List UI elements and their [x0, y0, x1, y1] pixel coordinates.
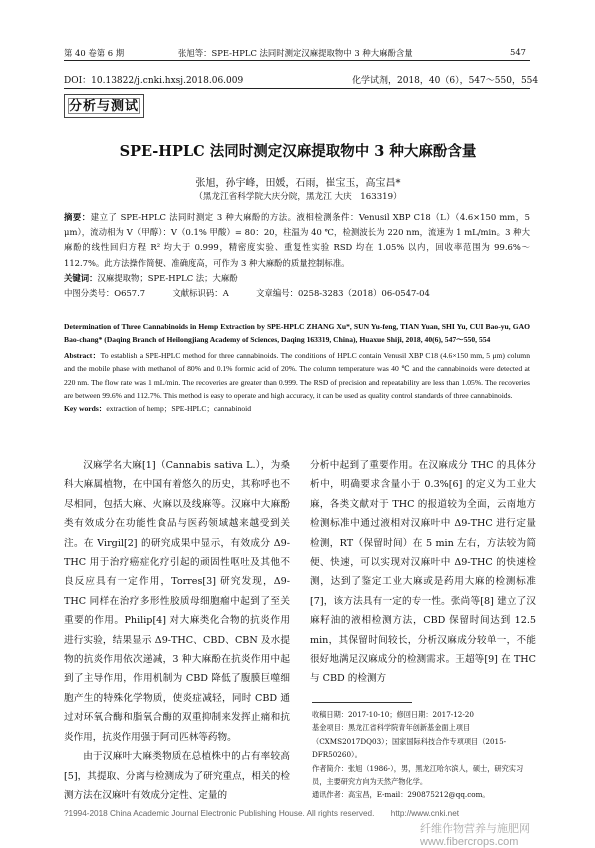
clc-value: O657.7	[114, 288, 146, 299]
watermark: 纤维作物营养与施肥网 www.fibercrops.com	[420, 823, 530, 848]
article-value: 0258-3283（2018）06-0547-04	[297, 288, 430, 299]
abstract-en	[64, 320, 530, 416]
abstract-en-label: Abstract：	[64, 350, 101, 360]
running-title: 张旭等：SPE-HPLC 法同时测定汉麻提取物中 3 种大麻酚含量	[178, 48, 413, 58]
article-label: 文章编号：	[256, 288, 298, 299]
doi: DOI：10.13822/j.cnki.hxsj.2018.06.009	[64, 76, 244, 86]
keywords-cn-label: 关键词：	[64, 272, 98, 283]
class-info	[64, 286, 530, 301]
abstract-cn-text: 建立了 SPE-HPLC 法同时测定 3 种大麻酚的方法。液相检测条件：Venusil XBP C18（L）（4.6×150 mm，5 μm），流动相为 V（甲醇）：V（0.1% 甲酸）= 80：20，柱温为 40 ℃，检测波长为 220 nm，流速为 1 mL/min。3 种大麻酚的线性回归方程 R² 均大于 0.999，精密度实验、重复性实验 RSD 均在 1.05% 以内，回收率范围为 99.6%～112.7%。此方法操作简便、准确度高，可作为 3 种大麻酚的质量控制标准。	[64, 212, 530, 268]
abstract-cn	[64, 210, 530, 301]
page-number: 547	[510, 47, 526, 57]
section-badge-label: 分析与测试	[69, 99, 140, 114]
journal-ref: 化学试剂，2018，40（6），547～550，554	[352, 76, 539, 86]
footnote-author: 作者简介：张旭（1986-），男，黑龙江哈尔滨人，硕士，研究实习员，主要研究方向为天然产物化学。	[312, 763, 524, 787]
doc-value: A	[222, 288, 229, 299]
body-left-column	[64, 456, 290, 805]
body-right-column	[310, 456, 536, 689]
doc-label: 文献标识码：	[172, 288, 223, 299]
keywords-en-label: Key words：	[64, 404, 107, 414]
volume-issue: 第 40 卷第 6 期	[64, 48, 125, 58]
footnotes	[312, 708, 530, 802]
affiliation: （黑龙江省科学院大庆分院，黑龙江 大庆 163319）	[194, 192, 402, 202]
section-badge	[64, 94, 144, 118]
footnote-corresponding: 通讯作者：高宝昌，E-mail：290875212@qq.com。	[312, 790, 490, 800]
clc-label: 中图分类号：	[64, 288, 115, 299]
abstract-en-text: To establish a SPE-HPLC method for three cannabinoids. The conditions of HPLC contain Venusil XBP C18 (4.6×150 mm, 5 μm) column and the mobile phase with methanol of 80% and 0.1% formic acid of 20%. The column temperature was 40 ℃ and the cannabinoids were detected at 220 nm. The flow rate was 1 mL/min. The recoveries are greater than 0.999. The RSD of precision and repeatability are less than 1.05%. The recoveries are between 99.6% and 112.7%. This method is easy to operate and high accuracy, it can be used as quality control standards of three cannabinoids.	[64, 350, 530, 401]
header-rule	[64, 60, 530, 61]
paper-title: SPE-HPLC 法同时测定汉麻提取物中 3 种大麻酚含量	[119, 143, 477, 160]
doi-rule	[64, 88, 530, 89]
copyright-footer: ?1994-2018 China Academic Journal Electronic Publishing House. All rights reserved. http://www.cnki.net	[64, 809, 460, 818]
body-right-para-1: 分析中起到了重要作用。在汉麻成分 THC 的具体分析中，明确要求含量小于 0.3%[6] 的定义为工业大麻，各类文献对于 THC 的报道较为全面，云南地方检测标准中通过液相对汉麻叶中 Δ9-THC 进行定量检测，RT（保留时间）在 5 min 左右，方法较为简便、快速，可以实现对汉麻叶中 Δ9-THC 的快速检测，达到了鉴定工业大麻或是药用大麻的检测标准[7]，该方法具有一定的专一性。张尚等[8] 建立了汉麻籽油的液相检测方法，CBD 保留时间达到 12.5 min，其保留时间较长，分析汉麻成分较单一，不能很好地满足汉麻成分的检测需求。王超等[9] 在 THC 与 CBD 的检测方	[310, 460, 536, 685]
body-left-para-2: 由于汉麻叶大麻类物质在总植株中的占有率较高[5]，其提取、分离与检测成为了研究重点，相关的检测方法在汉麻叶有效成分定性、定量的	[64, 751, 290, 801]
footnote-rule	[312, 702, 412, 703]
footnote-funding: 基金项目：黑龙江省科学院青年创新基金面上项目（CXMS2017DQ03）；国家国际科技合作专项项目（2015-DFR50260）。	[312, 723, 507, 760]
footnote-received: 收稿日期：2017-10-10；修回日期：2017-12-20	[312, 710, 474, 719]
en-title-block: Determination of Three Cannabinoids in Hemp Extraction by SPE-HPLC ZHANG Xu*, SUN Yu-feng, TIAN Yuan, SHI Yu, CUI Bao-yu, GAO Bao-chang* (Daqing Branch of Heilongjiang Academy of Sciences, Daqing 163319, China), Huaxue Shiji, 2018, 40(6), 547～550, 554	[64, 322, 530, 345]
abstract-cn-label: 摘要：	[64, 212, 91, 222]
keywords-en-text: extraction of hemp；SPE-HPLC；cannabinoid	[106, 404, 252, 414]
keywords-cn-text: 汉麻提取物；SPE-HPLC 法；大麻酚	[97, 272, 238, 283]
body-left-para-1: 汉麻学名大麻[1]（Cannabis sativa L.），为桑科大麻属植物，在中国有着悠久的历史，其称呼也不尽相同，包括大麻、火麻以及线麻等。汉麻中大麻酚类有效成分在功能性食品与医药领域越来越受到关注。在 Virgil[2] 的研究成果中显示，有效成分 Δ9-THC 用于治疗癌症化疗引起的顽固性呕吐及其他不良反应具有一定作用，Torres[3] 研究发现，Δ9-THC 同样在治疗多形性胶质母细胞瘤中起到了至关重要的作用。Philip[4] 对大麻类化合物的抗炎作用进行实验，结果显示 Δ9-THC、CBD、CBN 及水提物的抗炎作用依次递减，3 种大麻酚在抗炎作用中起到了主导作用，作用机制为 CBD 降低了腹膜巨噬细胞产生的特殊化学物质，使炎症减轻，同时 CBD 通过对环氧合酶和脂氧合酶的双重抑制来发挥止痛和抗炎作用，抗炎作用强于阿司匹林等药物。	[64, 460, 290, 743]
authors: 张旭，孙宇峰，田媛，石雨，崔宝玉，高宝昌*	[195, 178, 401, 189]
